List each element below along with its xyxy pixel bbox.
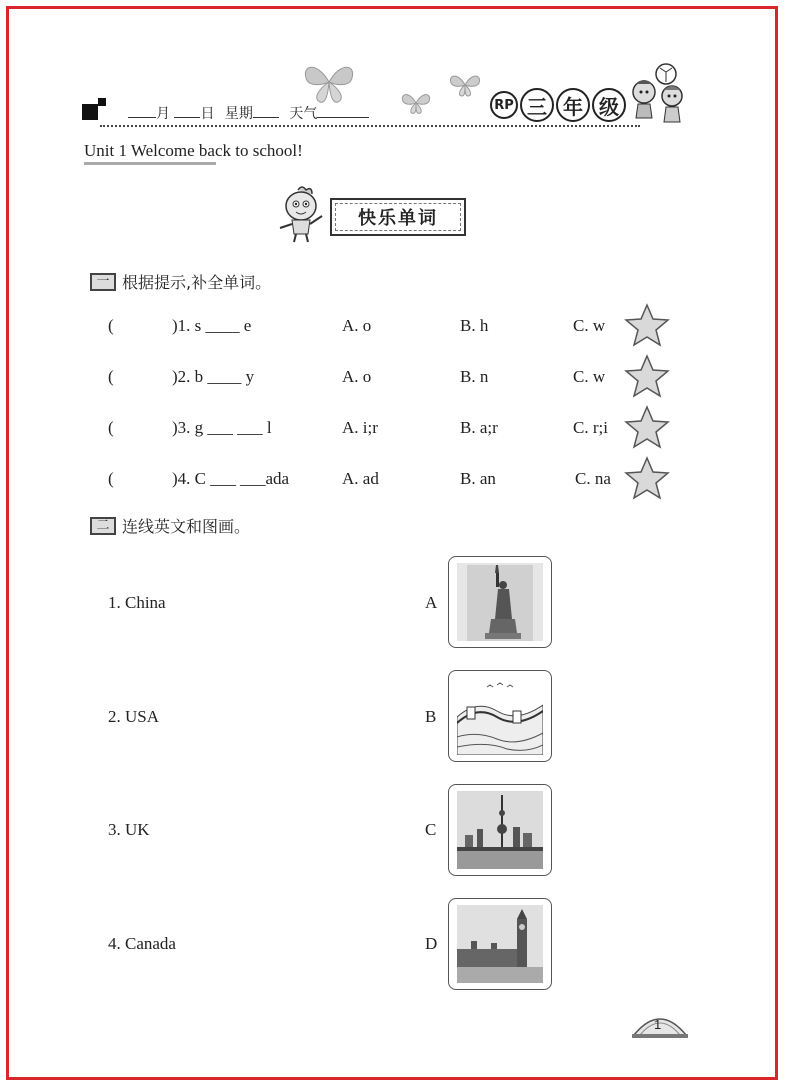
corner-mark-small [98, 98, 106, 106]
unit-title [84, 141, 303, 161]
page-border [6, 6, 778, 1080]
day-label: 日 [200, 106, 215, 122]
q1-option-c: C. w [573, 316, 606, 335]
mascot-icon [272, 184, 330, 244]
oriental-pearl-tower-image [457, 791, 543, 869]
q3-option-b: B. a;r [460, 418, 498, 437]
match-item-uk[interactable]: 3. UK [108, 820, 150, 839]
weekday-blank[interactable] [253, 103, 279, 118]
corner-mark [82, 104, 98, 120]
grade-char: 级 [592, 88, 626, 122]
q2-option-c: C. w [573, 367, 606, 386]
match-item-usa[interactable]: 2. USA [108, 707, 160, 726]
q3-option-c: C. r;i [573, 418, 608, 437]
big-ben-image [457, 905, 543, 983]
date-line [128, 103, 369, 123]
picture-card-c[interactable] [448, 784, 552, 876]
kids-cartoon-icon [628, 62, 690, 128]
section-banner [330, 198, 466, 236]
match-letter-b: B [425, 707, 437, 726]
grade-char: 年 [556, 88, 590, 122]
star-icon [624, 456, 670, 500]
month-label: 月 [156, 106, 170, 122]
q3-stem: )3. g ___ ___ l [172, 418, 272, 437]
grade-badge [490, 88, 626, 122]
q4-option-c: C. na [575, 469, 611, 488]
match-item-china[interactable]: 1. China [108, 593, 166, 612]
q1-option-a: A. o [342, 316, 372, 335]
butterfly-icon [300, 58, 358, 106]
q4-option-a: A. ad [342, 469, 379, 488]
q4-stem: )4. C ___ ___ada [172, 469, 290, 488]
q2-paren[interactable]: ( [108, 367, 114, 386]
page-number: 1 [654, 1017, 662, 1032]
q1-paren[interactable]: ( [108, 316, 114, 335]
star-icon [624, 354, 670, 398]
great-wall-image [457, 677, 543, 755]
grade-char: 三 [520, 88, 554, 122]
picture-card-d[interactable] [448, 898, 552, 990]
section-heading-1 [90, 270, 271, 293]
q2-stem: )2. b ____ y [172, 367, 255, 386]
q3-paren[interactable]: ( [108, 418, 114, 437]
star-icon [624, 405, 670, 449]
unit-title-text: Unit 1 Welcome back to school! [84, 141, 303, 160]
q2-option-a: A. o [342, 367, 372, 386]
butterfly-icon [448, 72, 482, 98]
header-dotted-rule [100, 125, 640, 127]
weekday-label: 星期 [224, 106, 253, 122]
q3-option-a: A. i;r [342, 418, 378, 437]
month-blank[interactable] [128, 103, 156, 118]
section-title: 根据提示,补全单词。 [122, 273, 272, 292]
weather-label: 天气 [289, 106, 318, 122]
match-letter-d: D [425, 934, 438, 953]
butterfly-icon [400, 90, 432, 116]
q1-option-b: B. h [460, 316, 489, 335]
section-number: 一 [90, 273, 116, 291]
section-banner-text: 快乐单词 [358, 208, 438, 229]
match-letter-a: A [425, 593, 438, 612]
section-title: 连线英文和图画。 [122, 517, 251, 536]
q4-paren[interactable]: ( [108, 469, 114, 488]
match-letter-c: C [425, 820, 437, 839]
match-item-canada[interactable]: 4. Canada [108, 934, 176, 953]
q4-option-b: B. an [460, 469, 496, 488]
picture-card-b[interactable] [448, 670, 552, 762]
q2-option-b: B. n [460, 367, 489, 386]
star-icon [624, 303, 670, 347]
section-number: 二 [90, 517, 116, 535]
day-blank[interactable] [174, 103, 200, 118]
title-underline [84, 162, 216, 165]
rp-badge: RP [490, 91, 518, 119]
picture-card-a[interactable] [448, 556, 552, 648]
q1-stem: )1. s ____ e [172, 316, 252, 335]
section-heading-2 [90, 514, 250, 537]
statue-of-liberty-image [457, 563, 543, 641]
